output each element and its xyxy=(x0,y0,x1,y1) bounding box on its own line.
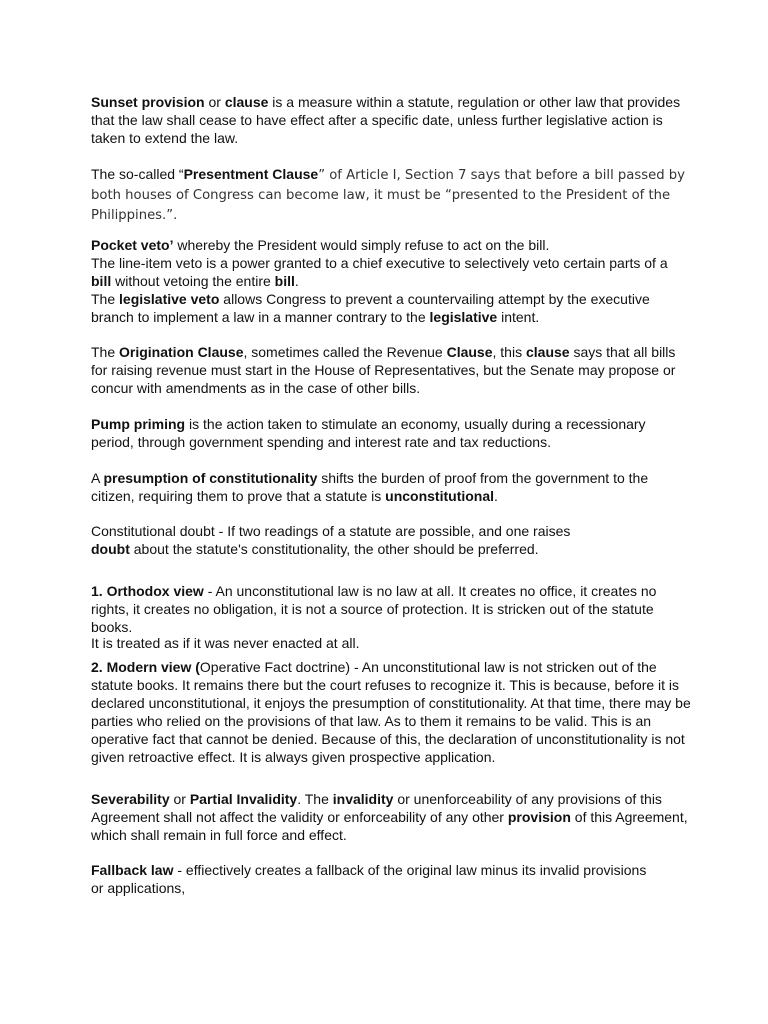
never-enacted-line xyxy=(91,634,691,652)
term-origination-clause: Origination Clause xyxy=(119,344,244,360)
term-bill: bill xyxy=(274,273,295,289)
term-unconstitutional: unconstitutional xyxy=(385,488,495,504)
text: Constitutional doubt - If two readings of a statute are possible, and one raises xyxy=(91,523,571,539)
text: is the action taken to stimulate an economy, usually during a recessionary period, through government spending and interest rate and tax reductions. xyxy=(91,416,646,450)
text: The so-called “ xyxy=(91,166,184,182)
text: . xyxy=(294,273,299,289)
text: It is treated as if it was never enacted at all. xyxy=(91,635,360,651)
orthodox-view-paragraph xyxy=(91,582,691,636)
term-provision: provision xyxy=(507,809,571,825)
constitutional-doubt-paragraph xyxy=(91,522,571,558)
term-pocket-veto: Pocket veto’ xyxy=(91,237,174,253)
text: allows Congress to prevent a countervailing attempt by the executive branch to implement a law in a manner contrary to the xyxy=(91,291,650,325)
text: without vetoing the entire xyxy=(111,273,275,289)
modern-view-paragraph xyxy=(91,658,691,766)
presumption-paragraph xyxy=(91,469,691,505)
fallback-law-paragraph xyxy=(91,861,651,897)
legislative-veto-paragraph xyxy=(91,290,691,326)
text: of this Agreement, which shall remain in full force and effect. xyxy=(91,809,688,843)
text: is a measure within a statute, regulation or other law that provides that the law shall cease to have effect after a specific date, unless further legislative action is taken to extend the law. xyxy=(91,94,681,146)
term-severability: Severability xyxy=(91,791,170,807)
pocket-veto-paragraph xyxy=(91,236,691,254)
line-item-veto-paragraph xyxy=(91,254,691,290)
text: about the statute's constitutionality, the other should be preferred. xyxy=(129,541,539,557)
text: The xyxy=(91,344,120,360)
term-clause: clause xyxy=(224,94,269,110)
text: . xyxy=(494,488,498,504)
term-legislative-veto: legislative veto xyxy=(119,291,220,307)
severability-paragraph xyxy=(91,790,691,844)
term-sunset-provision: Sunset provision xyxy=(91,94,205,110)
text: , sometimes called the Revenue xyxy=(243,344,447,360)
text: or unenforceability of any provisions of this Agreement shall not affect the validity or enforceability of any other xyxy=(91,791,662,825)
text: The xyxy=(91,291,120,307)
term-orthodox-view: 1. Orthodox view xyxy=(91,583,204,599)
text: ” of Article I, Section 7 says that before a bill passed by both houses of Congress can become law, it must be “presented to the President of the Philippines.”. xyxy=(91,168,685,223)
text: The line-item veto is a power granted to a chief executive to selectively veto certain parts of a xyxy=(91,255,668,271)
term-modern-view: 2. Modern view ( xyxy=(91,659,200,675)
text: whereby the President would simply refuse to act on the bill. xyxy=(173,237,550,253)
text: A xyxy=(91,470,104,486)
term-invalidity: invalidity xyxy=(332,791,394,807)
text: . The xyxy=(297,791,333,807)
term-presumption-of-constitutionality: presumption of constitutionality xyxy=(103,470,318,486)
term-pump-priming: Pump priming xyxy=(91,416,186,432)
term-partial-invalidity: Partial Invalidity xyxy=(189,791,298,807)
text: intent. xyxy=(497,309,540,325)
sunset-provision-paragraph xyxy=(91,93,691,147)
term-bill: bill xyxy=(91,273,112,289)
term-doubt: doubt xyxy=(91,541,130,557)
text: - An unconstitutional law is no law at all. It creates no office, it creates no rights, it creates no obligation, it is not a source of protection. It is stricken out of the statute books. xyxy=(91,583,657,635)
term-clause: clause xyxy=(525,344,570,360)
term-legislative: legislative xyxy=(429,309,498,325)
text: shifts the burden of proof from the government to the citizen, requiring them to prove that a statute is xyxy=(91,470,649,504)
term-clause: Clause xyxy=(446,344,493,360)
origination-clause-paragraph xyxy=(91,343,691,397)
term-presentment-clause: Presentment Clause xyxy=(183,166,319,182)
text: Operative Fact doctrine) - An unconstitutional law is not stricken out of the statute books. It remains there but the court refuses to recognize it. This is because, before it is declared unconstitutional, it enjoys the presumption of constitutionality. At that time, there may be parties who relied on the provisions of that law. As to them it remains to be valid. This is an operative fact that cannot be denied. Because of this, the declaration of unconstitutionality is not given retroactive effect. It is always given prospective application. xyxy=(91,659,691,765)
text: or xyxy=(204,94,225,110)
text: , this xyxy=(492,344,526,360)
text: says that all bills for raising revenue must start in the House of Representatives, but the Senate may propose or concur with amendments as in the case of other bills. xyxy=(91,344,676,396)
term-fallback-law: Fallback law xyxy=(91,862,174,878)
text: or xyxy=(169,791,190,807)
presentment-clause-paragraph xyxy=(91,165,691,225)
text: - effiectively creates a fallback of the original law minus its invalid provisions or applications, xyxy=(91,862,647,896)
pump-priming-paragraph xyxy=(91,415,691,451)
